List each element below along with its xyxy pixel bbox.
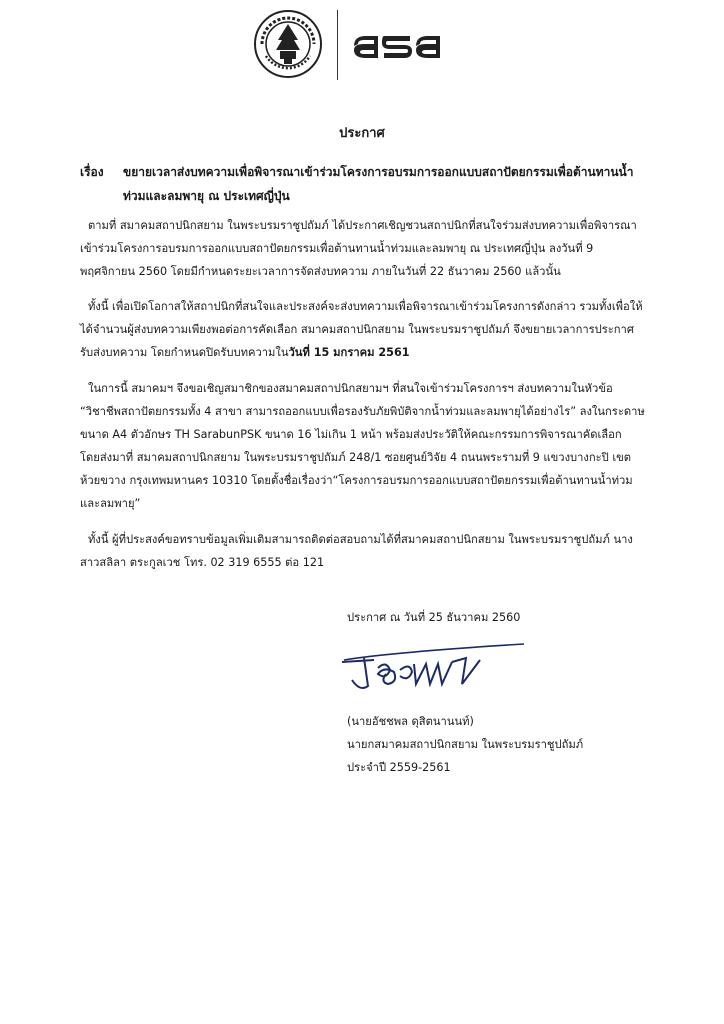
signer-name: (นายอัชชพล ดุสิตนานนท์) [347,715,474,728]
asa-wordmark-logo [350,22,460,62]
letterhead [0,0,724,90]
signature [334,634,529,696]
asa-seal-logo [254,10,322,78]
paragraph-3: ในการนี้ สมาคมฯ จึงขอเชิญสมาชิกของสมาคมสถาปนิกสยามฯ ที่สนใจเข้าร่วมโครงการฯ ส่งบทความในหัวข้อ “วิชาชีพสถาปัตยกรรมทั้ง 4 สาขา สามารถออกแบบเพื่อรองรับภัยพิบัติจากน้ำท่วมและลมพายุได้อย่างไร” ลงในกระดาษขนาด A4 ตัวอักษร TH SarabunPSK ขนาด 16 ไม่เกิน 1 หน้า พร้อมส่งประวัติให้คณะกรรมการพิจารณาคัดเลือก โดยส่งมาที่ สมาคมสถาปนิกสยาม ในพระบรมราชูปถัมภ์ 248/1 ซอยศูนย์วิจัย 4 ถนนพระรามที่ 9 แขวงบางกะปิ เขตห้วยขวาง กรุงเทพมหานคร 10310 โดยตั้งชื่อเรื่องว่า“โครงการอบรมการออกแบบสถาปัตยกรรมเพื่อต้านทานน้ำท่วมและลมพายุ” [80,382,645,510]
signer-position: นายกสมาคมสถาปนิกสยาม ในพระบรมราชูปถัมภ์ [347,738,584,751]
paragraph-2 [80,295,645,364]
deadline-date: วันที่ 15 มกราคม 2561 [288,346,410,359]
signer-term: ประจำปี 2559-2561 [347,761,451,774]
subject-label: เรื่อง [80,165,104,179]
signer-block [347,710,583,779]
logo-divider [337,10,338,80]
paragraph-2-text: ทั้งนี้ เพื่อเปิดโอกาสให้สถาปนิกที่สนใจและประสงค์จะส่งบทความเพื่อพิจารณาเข้าร่วมโครงการดังกล่าว รวมทั้งเพื่อให้ได้จำนวนผู้ส่งบทความเพียงพอต่อการคัดเลือก สมาคมสถาปนิกสยาม ในพระบรมราชูปถัมภ์ จึงขยายเวลาการประกาศรับส่งบทความ โดยกำหนดปิดรับบทความใน [80,300,643,359]
announcement-date: ประกาศ ณ วันที่ 25 ธันวาคม 2560 [347,611,521,624]
paragraph-4: ทั้งนี้ ผู้ที่ประสงค์ขอทราบข้อมูลเพิ่มเติมสามารถติดต่อสอบถามได้ที่สมาคมสถาปนิกสยาม ในพระบรมราชูปถัมภ์ นางสาวสลิลา ตระกูลเวช โทร. 02 319 6555 ต่อ 121 [80,533,633,569]
document-title: ประกาศ [339,126,385,141]
subject-text: ขยายเวลาส่งบทความเพื่อพิจารณาเข้าร่วมโครงการอบรมการออกแบบสถาปัตยกรรมเพื่อต้านทานน้ำท่วมและลมพายุ ณ ประเทศญี่ปุ่น [123,165,634,203]
paragraph-1: ตามที่ สมาคมสถาปนิกสยาม ในพระบรมราชูปถัมภ์ ได้ประกาศเชิญชวนสถาปนิกที่สนใจร่วมส่งบทความเพื่อพิจารณาเข้าร่วมโครงการอบรมการออกแบบสถาปัตยกรรมเพื่อต้านทานน้ำท่วมและลมพายุ ณ ประเทศญี่ปุ่น ลงวันที่ 9 พฤศจิกายน 2560 โดยมีกำหนดระยะเวลาการจัดส่งบทความ ภายในวันที่ 22 ธันวาคม 2560 แล้วนั้น [80,219,637,278]
